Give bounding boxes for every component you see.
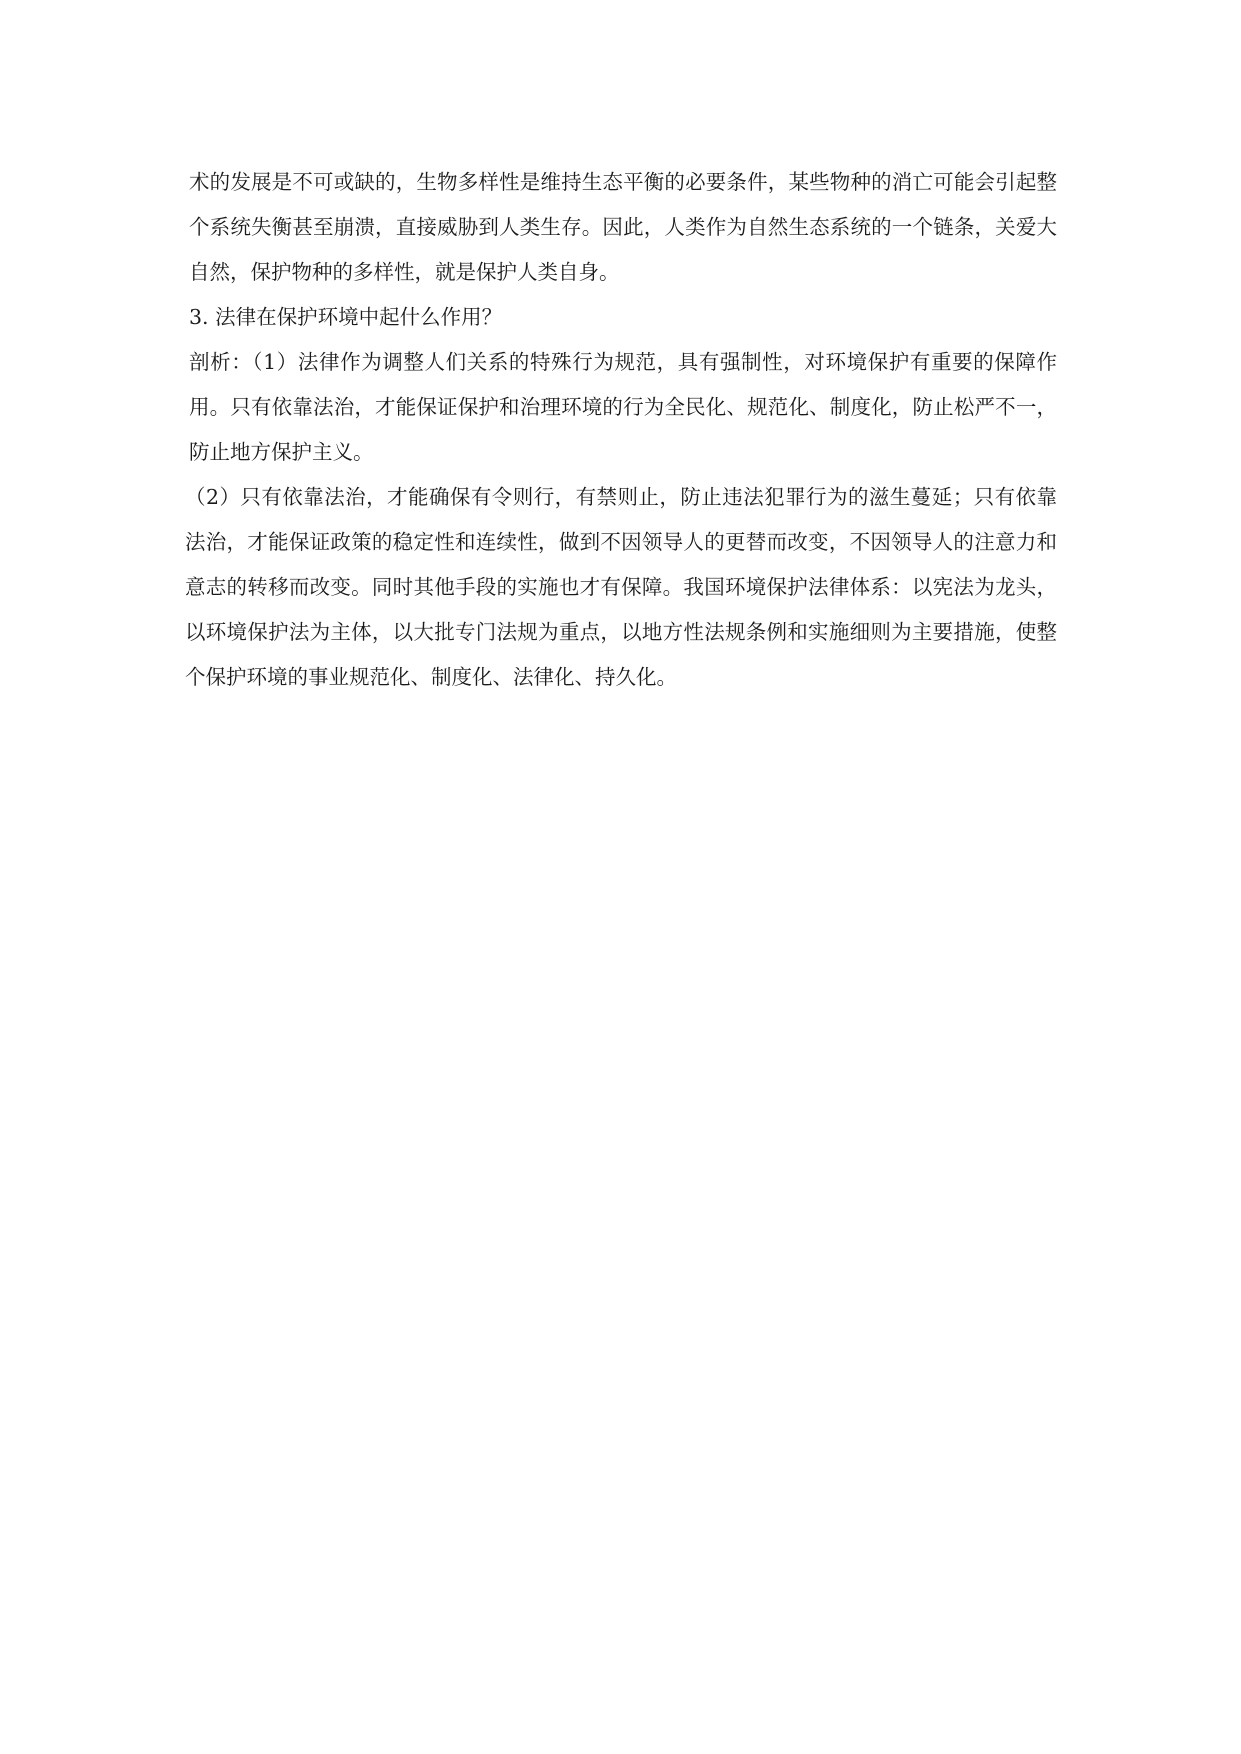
- paragraph-analysis-1: 剖析：（1）法律作为调整人们关系的特殊行为规范，具有强制性，对环境保护有重要的保障作用。只有依靠法治，才能保证保护和治理环境的行为全民化、规范化、制度化，防止松严不一，防止地方保护主义。: [189, 350, 1057, 464]
- question-heading: 3. 法律在保护环境中起什么作用？: [189, 305, 503, 329]
- paragraph-biodiversity: 术的发展是不可或缺的，生物多样性是维持生态平衡的必要条件，某些物种的消亡可能会引起整个系统失衡甚至崩溃，直接威胁到人类生存。因此，人类作为自然生态系统的一个链条，关爱大自然，保护物种的多样性，就是保护人类自身。: [189, 170, 1057, 284]
- document-body: [185, 160, 1057, 700]
- paragraph-analysis-2: （2）只有依靠法治，才能确保有令则行，有禁则止，防止违法犯罪行为的滋生蔓延；只有依靠法治，才能保证政策的稳定性和连续性，做到不因领导人的更替而改变，不因领导人的注意力和意志的转移而改变。同时其他手段的实施也才有保障。我国环境保护法律体系：以宪法为龙头，以环境保护法为主体，以大批专门法规为重点，以地方性法规条例和实施细则为主要措施，使整个保护环境的事业规范化、制度化、法律化、持久化。: [185, 485, 1057, 689]
